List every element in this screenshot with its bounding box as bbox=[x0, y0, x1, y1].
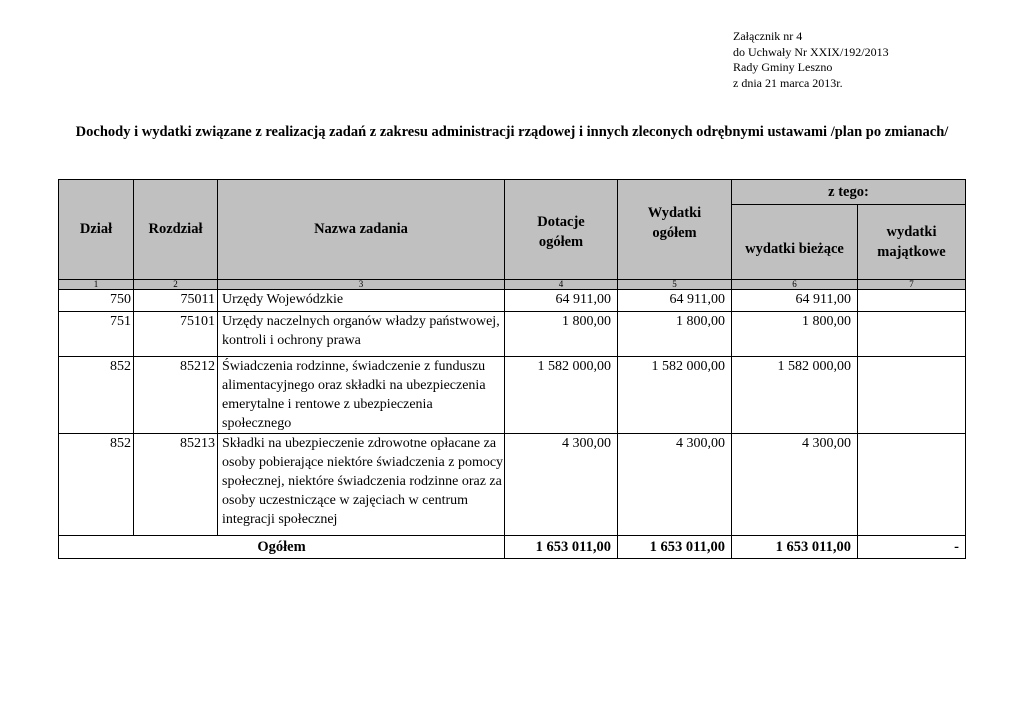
cell-rozdzial: 85213 bbox=[134, 434, 218, 536]
cell-majatkowe bbox=[858, 434, 966, 536]
total-label: Ogółem bbox=[59, 536, 505, 559]
header-majatkowe-text: wydatki majątkowe bbox=[877, 224, 946, 260]
column-number: 4 bbox=[505, 280, 618, 290]
total-wydatki: 1 653 011,00 bbox=[618, 536, 732, 559]
cell-wydatki: 1 800,00 bbox=[618, 312, 732, 357]
cell-majatkowe bbox=[858, 357, 966, 434]
cell-majatkowe bbox=[858, 290, 966, 312]
cell-dzial: 852 bbox=[59, 357, 134, 434]
cell-wydatki: 4 300,00 bbox=[618, 434, 732, 536]
cell-biezace: 1 800,00 bbox=[732, 312, 858, 357]
cell-rozdzial: 75011 bbox=[134, 290, 218, 312]
budget-table bbox=[58, 179, 966, 559]
header-dotacje-text: Dotacje ogółem bbox=[537, 213, 585, 250]
table-row bbox=[59, 312, 966, 357]
cell-wydatki: 64 911,00 bbox=[618, 290, 732, 312]
cell-biezace: 4 300,00 bbox=[732, 434, 858, 536]
header-rozdzial: Rozdział bbox=[134, 180, 218, 280]
cell-dotacje: 64 911,00 bbox=[505, 290, 618, 312]
cell-dotacje: 1 800,00 bbox=[505, 312, 618, 357]
table-row bbox=[59, 290, 966, 312]
header-z-tego: z tego: bbox=[732, 180, 966, 205]
header-biezace bbox=[732, 205, 858, 280]
total-majatkowe: - bbox=[858, 536, 966, 559]
annex-number: Załącznik nr 4 bbox=[733, 29, 803, 43]
header-majatkowe bbox=[858, 205, 966, 280]
cell-dzial: 750 bbox=[59, 290, 134, 312]
header-biezace-text: wydatki bieżące bbox=[745, 240, 844, 257]
total-dotacje: 1 653 011,00 bbox=[505, 536, 618, 559]
table-row bbox=[59, 434, 966, 536]
total-row bbox=[59, 536, 966, 559]
annex-resolution: do Uchwały Nr XXIX/192/2013 bbox=[733, 44, 889, 59]
cell-wydatki: 1 582 000,00 bbox=[618, 357, 732, 434]
header-dzial: Dział bbox=[59, 180, 134, 280]
table-row bbox=[59, 357, 966, 434]
annex-header bbox=[733, 29, 889, 91]
cell-nazwa: Urzędy naczelnych organów władzy państwowej, kontroli i ochrony prawa bbox=[218, 312, 505, 357]
header-wydatki bbox=[618, 180, 732, 280]
annex-date: z dnia 21 marca 2013r. bbox=[733, 75, 843, 90]
cell-dotacje: 1 582 000,00 bbox=[505, 357, 618, 434]
header-nazwa: Nazwa zadania bbox=[218, 180, 505, 280]
header-wydatki-text: Wydatki ogółem bbox=[647, 204, 702, 241]
cell-rozdzial: 85212 bbox=[134, 357, 218, 434]
cell-dzial: 751 bbox=[59, 312, 134, 357]
column-number: 1 bbox=[59, 280, 134, 290]
cell-majatkowe bbox=[858, 312, 966, 357]
cell-nazwa: Urzędy Wojewódzkie bbox=[218, 290, 505, 312]
header-dotacje bbox=[505, 180, 618, 280]
cell-rozdzial: 75101 bbox=[134, 312, 218, 357]
cell-biezace: 64 911,00 bbox=[732, 290, 858, 312]
cell-dotacje: 4 300,00 bbox=[505, 434, 618, 536]
column-number: 6 bbox=[732, 280, 858, 290]
column-number: 5 bbox=[618, 280, 732, 290]
total-biezace: 1 653 011,00 bbox=[732, 536, 858, 559]
cell-nazwa: Składki na ubezpieczenie zdrowotne opłacane za osoby pobierające niektóre świadczenia z pomocy społecznej, niektóre świadczenia rodzinne oraz za osoby uczestniczące w zajęciach w centrum integracji społecznej bbox=[218, 434, 505, 536]
annex-council: Rady Gminy Leszno bbox=[733, 60, 833, 74]
cell-dzial: 852 bbox=[59, 434, 134, 536]
cell-nazwa: Świadczenia rodzinne, świadczenie z funduszu alimentacyjnego oraz składki na ubezpieczenia emerytalne i rentowe z ubezpieczenia społecznego bbox=[218, 357, 505, 434]
column-number: 7 bbox=[858, 280, 966, 290]
column-number: 3 bbox=[218, 280, 505, 290]
column-number: 2 bbox=[134, 280, 218, 290]
cell-biezace: 1 582 000,00 bbox=[732, 357, 858, 434]
document-title: Dochody i wydatki związane z realizacją zadań z zakresu administracji rządowej i innych zleconych odrębnymi ustawami /plan po zmianach/ bbox=[75, 124, 949, 140]
